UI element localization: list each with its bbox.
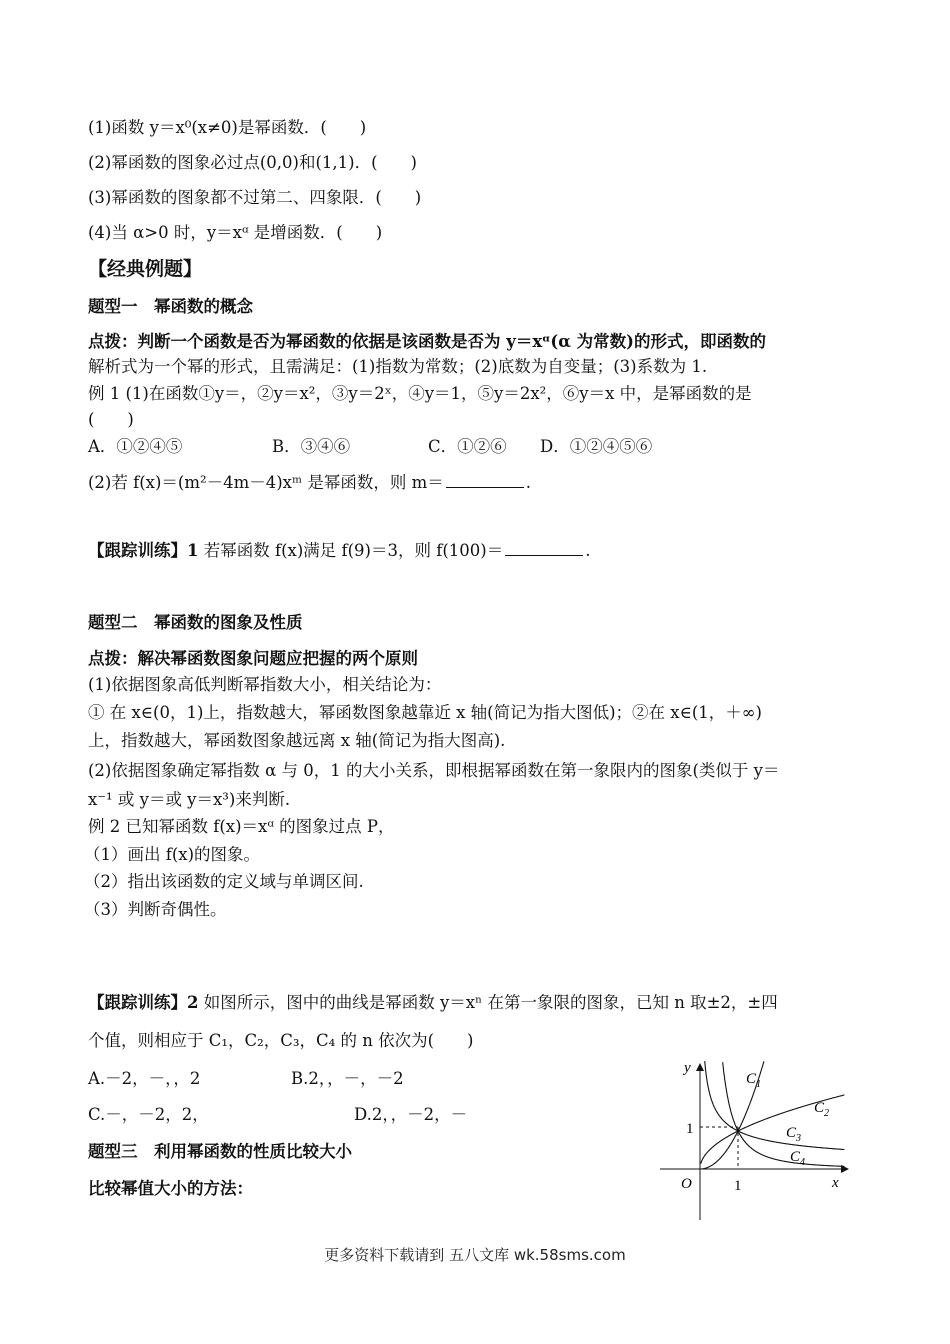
training2-choice-a: A.－2，－，，2 <box>88 1069 201 1088</box>
judge-item-4: (4)当 α>0 时，y＝xᵅ 是增函数．( ) <box>88 223 383 242</box>
x-axis-label: x <box>832 1175 839 1191</box>
type2-para5: x⁻¹ 或 y＝或 y＝x³)来判断. <box>88 790 291 809</box>
power-function-figure <box>650 1050 860 1225</box>
tick-x-label: 1 <box>734 1178 742 1194</box>
example2-item-1: （1）画出 f(x)的图象。 <box>84 845 261 864</box>
example1-line2: ( ) <box>88 410 134 429</box>
type1-tip-line2: 解析式为一个幂的形式，且需满足：(1)指数为常数；(2)底数为自变量；(3)系数为 1. <box>88 357 708 376</box>
example1-line1: 例 1 (1)在函数①y＝，②y＝x²，③y＝2ˣ，④y＝1，⑤y＝2x²，⑥y＝x 中，是幂函数的是 <box>88 384 752 403</box>
type3-title: 题型三 利用幂函数的性质比较大小 <box>88 1142 352 1161</box>
curve-label-c2: $C_2$ <box>814 1100 830 1119</box>
type2-title: 题型二 幂函数的图象及性质 <box>88 613 303 632</box>
judge-item-1: (1)函数 y＝x⁰(x≠0)是幂函数．( ) <box>88 118 367 137</box>
type2-para2: ① 在 x∈(0，1)上，指数越大，幂函数图象越靠近 x 轴(简记为指大图低)；②在 x∈(1，＋∞) <box>88 703 762 722</box>
tick-y-label: 1 <box>686 1121 694 1137</box>
answer-blank[interactable] <box>446 473 524 488</box>
type2-para3: 上，指数越大，幂函数图象越远离 x 轴(简记为指大图高). <box>88 731 506 750</box>
curve-label-c3: $C_3$ <box>786 1125 802 1144</box>
y-axis-label: y <box>684 1060 691 1076</box>
training2-line1: 【跟踪训练】2 如图所示，图中的曲线是幂函数 y＝xⁿ 在第一象限的图象，已知 n 取±2，±四 <box>88 993 778 1012</box>
type2-para4: (2)依据图象确定幂指数 α 与 0，1 的大小关系，即根据幂函数在第一象限内的图象(类似于 y＝ <box>88 761 780 780</box>
origin-label: O <box>681 1176 692 1192</box>
training2-choice-d: D.2，，－2，－ <box>354 1105 468 1124</box>
footer-note: 更多资料下载请到 五八文库 wk.58sms.com <box>324 1246 626 1264</box>
type1-tip-line1: 点拨：判断一个函数是否为幂函数的依据是该函数是否为 y＝xᵅ(α 为常数)的形式，即函数的 <box>88 332 766 351</box>
example1-part2: (2)若 f(x)＝(m²－4m－4)xᵐ 是幂函数，则 m＝ . <box>88 473 531 492</box>
training2-line2: 个值，则相应于 C₁，C₂，C₃，C₄ 的 n 依次为( ) <box>88 1031 474 1050</box>
training1: 【跟踪训练】1 若幂函数 f(x)满足 f(9)＝3，则 f(100)＝ . <box>88 541 591 560</box>
curve-label-c4: $C_4$ <box>790 1149 806 1168</box>
training2-choice-c: C.－，－2，2， <box>88 1105 209 1124</box>
example2-item-2: （2）指出该函数的定义域与单调区间. <box>84 872 364 891</box>
type2-para1: (1)依据图象高低判断幂指数大小，相关结论为： <box>88 675 442 694</box>
answer-blank[interactable] <box>505 541 583 556</box>
type2-tip: 点拨：解决幂函数图象问题应把握的两个原则 <box>88 649 418 668</box>
training2-choice-b: B.2，，－，－2 <box>291 1069 404 1088</box>
example2-item-3: （3）判断奇偶性。 <box>84 900 227 919</box>
example2-stem: 例 2 已知幂函数 f(x)＝xᵅ 的图象过点 P， <box>88 817 395 836</box>
example1-choice-c: C．①②⑥ <box>428 437 507 456</box>
judge-item-2: (2)幂函数的图象必过点(0,0)和(1,1)．( ) <box>88 153 417 172</box>
section-title: 【经典例题】 <box>88 258 203 280</box>
type1-title: 题型一 幂函数的概念 <box>88 297 253 316</box>
type3-method: 比较幂值大小的方法： <box>88 1179 253 1198</box>
curve-label-c1: $C_1$ <box>746 1071 762 1090</box>
example1-choice-d: D．①②④⑤⑥ <box>540 437 653 456</box>
example1-choice-b: B．③④⑥ <box>272 437 351 456</box>
judge-item-3: (3)幂函数的图象都不过第二、四象限．( ) <box>88 188 422 207</box>
example1-choice-a: A．①②④⑤ <box>88 437 183 456</box>
